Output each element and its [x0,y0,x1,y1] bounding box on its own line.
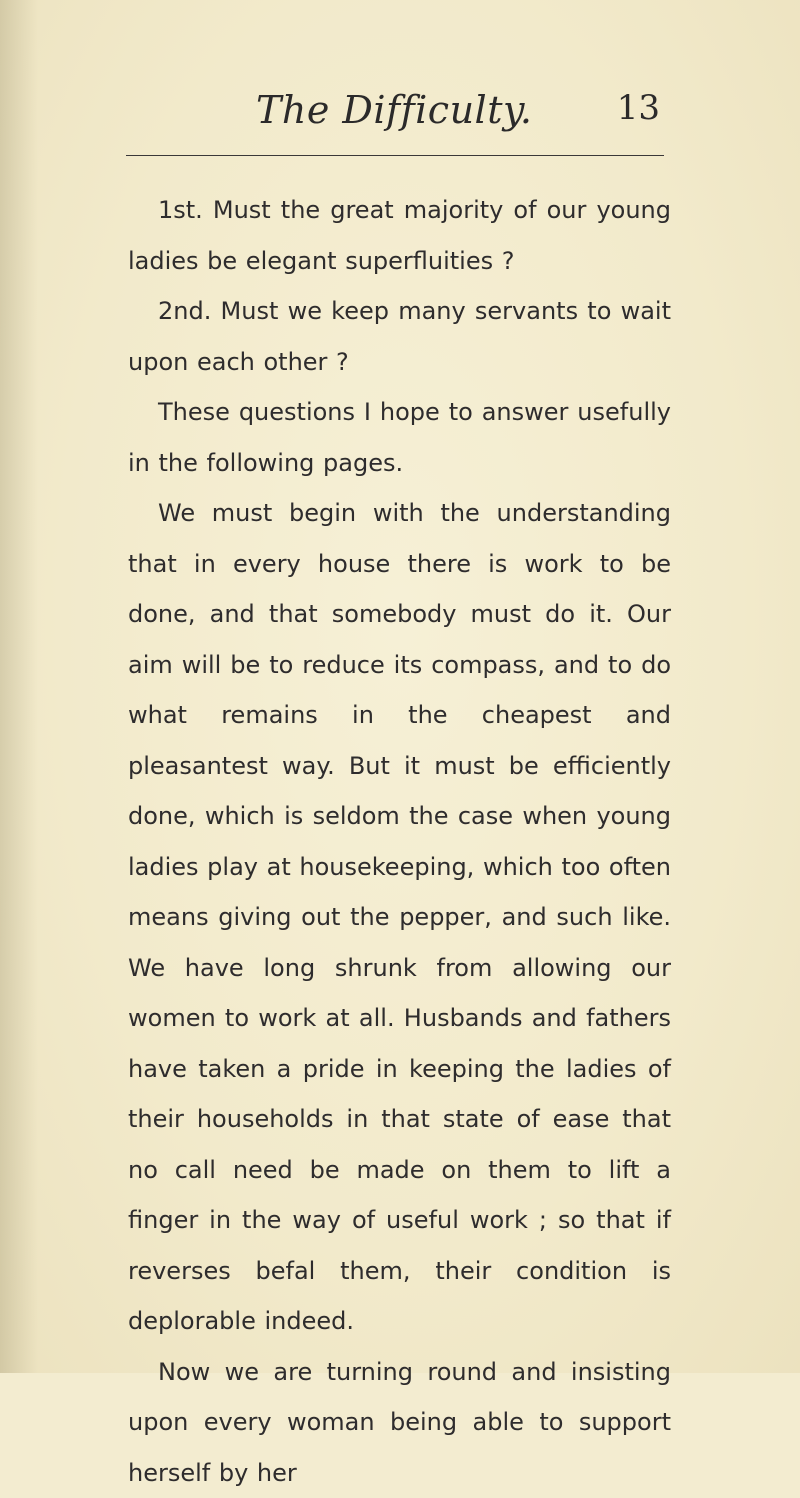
paragraph-question-1: 1st. Must the great majority of our young ladies be elegant superfluities ? [128,185,671,286]
spine-shadow [0,0,38,1373]
paragraph-question-2: 2nd. Must we keep many servants to wait upon each other ? [128,286,671,387]
page-number: 13 [617,88,660,128]
paragraph-continuation: Now we are turning round and insisting upon every woman being able to support herself by her [128,1347,671,1498]
header-rule [126,155,664,156]
body-text [128,185,671,1498]
paragraph-main: We must begin with the understanding that in every house there is work to be done, and that somebody must do it. Our aim will be to reduce its compass, and to do what remains in the cheapest and pleasantest way. But it must be efficiently done, which is seldom the case when young ladies play at housekeeping, which too often means giving out the pepper, and such like. We have long shrunk from allowing our women to work at all. Husbands and fathers have taken a pride in keeping the ladies of their households in that state of ease that no call need be made on them to lift a finger in the way of useful work ; so that if reverses befal them, their condition is deplorable indeed. [128,488,671,1347]
paragraph-intro: These questions I hope to answer usefully in the following pages. [128,387,671,488]
running-head [120,88,680,138]
running-title: The Difficulty. [256,88,532,132]
